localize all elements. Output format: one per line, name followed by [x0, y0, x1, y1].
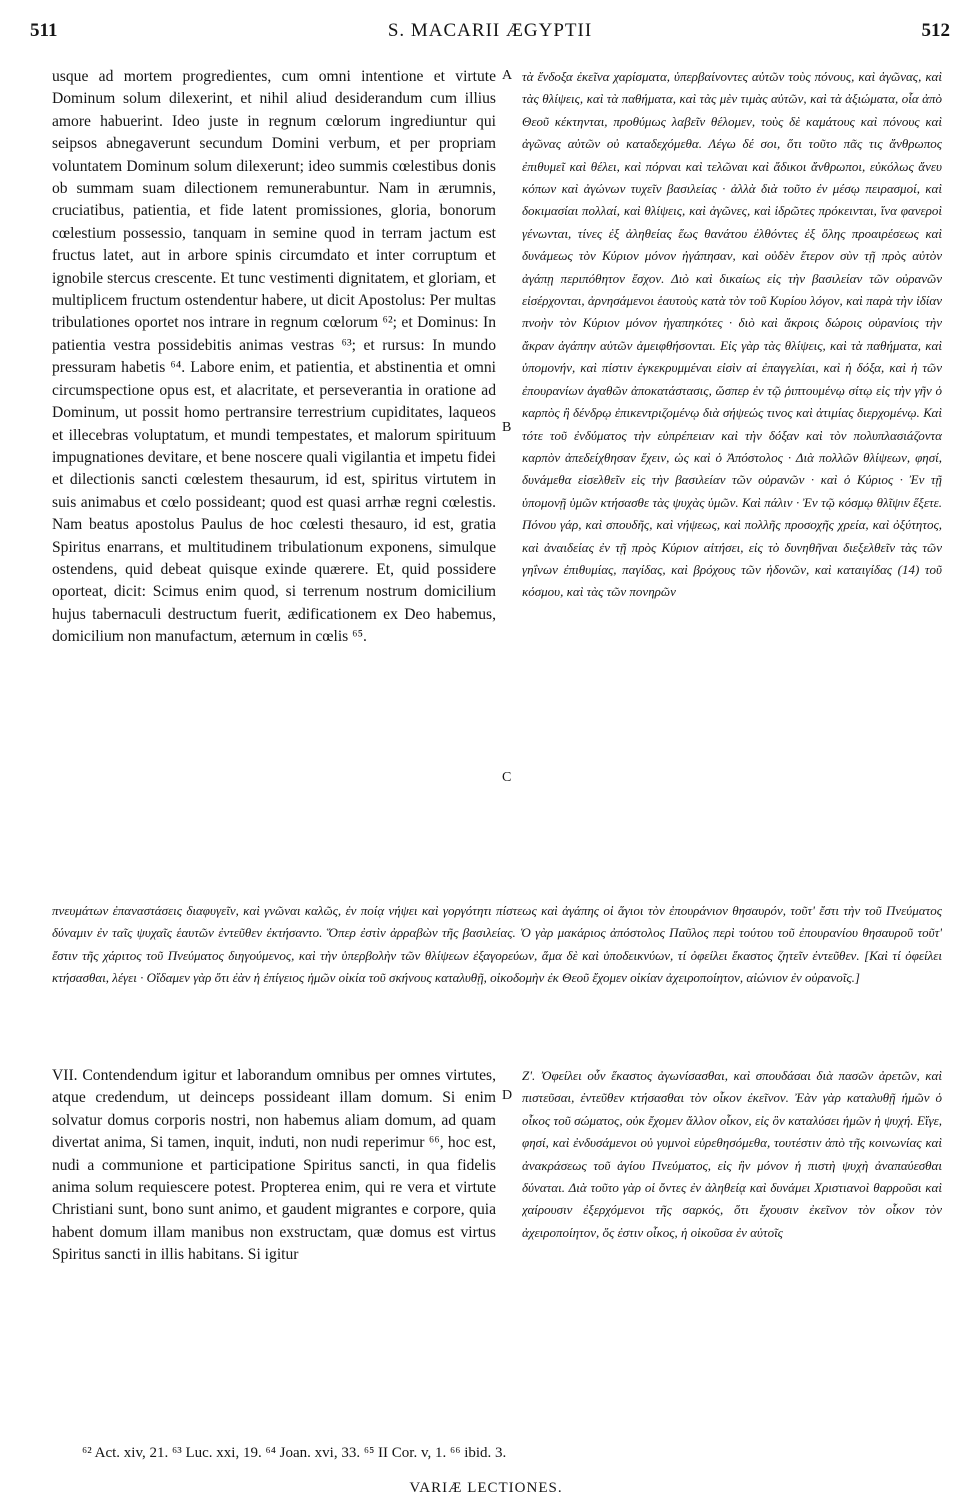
latin-column-bottom: VII. Contendendum igitur et laborandum omnibus per omnes virtutes, atque credendum, ut deinceps possideant illam domum. Si enim solvatur domus corporis nostri, non habemus aliam domum, ad quam divertat anima, Si tamen, inquit, induti, non nudi reperimur ⁶⁶, hoc est, nudi a communione et participatione Spiritus sancti, in qua fidelis anima solum requiescere potest. Propterea enim, qui re vera et virtute Christiani sunt, bono sunt animo, et gaudent migrantes e corpore, quia habent domum illam manibus non exstructam, quæ domus est virtus Spiritus sancti in illis habitans. Si igitur	[52, 1067, 496, 1264]
page-number-right: 512	[921, 20, 950, 41]
greek-column-bottom: Ζ'. Ὀφείλει οὖν ἕκαστος ἀγωνίσασθαι, καὶ σπουδάσαι διὰ πασῶν ἀρετῶν, καὶ πιστεῦσαι, ἐντεῦθεν κτήσασθαι τὸν οἶκον ἐκεῖνον. Ἐὰν γὰρ καταλυθῇ ἡμῶν ὁ οἶκος τοῦ σώματος, οὐκ ἔχομεν ἄλλον οἶκον, εἰς ὃν καταλύσει ἡμῶν ἡ ψυχή. Εἴγε, φησί, καὶ ἐνδυσάμενοι οὐ γυμνοὶ εὑρεθησόμεθα, τουτέστιν ἀπὸ τῆς κοινωνίας καὶ ἀνακράσεως τοῦ ἁγίου Πνεύματος, εἰς ἣν μόνον ἡ πιστὴ ψυχὴ ἀναπαύεσθαι δύναται. Διὰ τοῦτο γὰρ οἱ ὄντες ἐν ἀληθείᾳ καὶ δυνάμει Χριστιανοὶ θαρροῦσι καὶ χαίρουσιν ἐξερχόμενοι τῆς σαρκός, ὅτι ἔχουσιν ἐκεῖνον τὸν οἶκον τὸν ἀχειροποίητον, ὅς ἐστιν οἶκος, ἡ οἰκοῦσα ἐν αὐτοῖς	[522, 1068, 942, 1240]
variae-lectiones-heading: VARIÆ LECTIONES.	[409, 1480, 563, 1496]
page-number-left: 511	[30, 20, 58, 41]
latin-column-top: usque ad mortem progredientes, cum omni intentione et virtute Dominum solum dilexerint, et nihil aliud desiderandum cum illius amore habuerint. Ideo juste in regnum cœlorum ingrediuntur qui seipsos abnegaverunt secundum Domini verbum, et per propriam voluntatem Dominum solum dilexerunt; ideo summis cœlestibus donis ob summam suam dilectionem remunerabuntur. Nam in ærumnis, cruciatibus, patientia, et fide latent promissiones, gloria, bonorum cœlestium possessio, tanquam in semine quod in terram jactum est fructus latet, aut in arbore spinis circumdato et inter corruptum et ignobile stercus crescente. Et tunc vestimenti dignitatem, et gloriam, et multiplicem fructum ostendentur habere, ut dicit Apostolus: Per multas tribulationes oportet nos intrare in regnum cœlorum ⁶²; et Dominus: In patientia vestra possidebitis animas vestras ⁶³; et rursus: In mundo pressuram habetis ⁶⁴. Labore enim, et patientia, et abstinentia et omni circumspectione opus est, et alacritate, et perseverantia in oratione ad Dominum, ut possit homo pertransire terrestrium cupiditates, laqueos et illecebras voluptatum, et mundi tempestates, et malorum spirituum impugnationes devitare, et bene noscere quali vigilantia et impetu fidei et dilectionis sancti cœlestem thesaurum, id est, spiritus virtutem in suis animabus et cœlo possideant; quod est quasi arrhæ regni cœlestis. Nam beatus apostolus Paulus de hoc cœlesti thesauro, id est, gratia Spiritus enarrans, et multitudinem tribulationum exponens, simulque ostendens, quid debeat quisque exinde quærere. Et, quid possidere oporteat, dicit: Scimus enim quod, si terrenum nostrum domicilium hujus tabernaculi destructum fuerit, ædificationem ex Deo habemus, domicilium non manufactum, æternum in cœlis ⁶⁵.	[52, 68, 496, 646]
running-header	[30, 20, 950, 54]
greek-column-top: τὰ ἔνδοξα ἐκεῖνα χαρίσματα, ὑπερβαίνοντες αὐτῶν τοὺς πόνους, καὶ ἀγῶνας, καὶ τὰς θλίψεις, καὶ τὰ παθήματα, καὶ τὰς μὲν τιμὰς αὐτῶν, καὶ τὰ ἀξιώματα, οἷα ἀπὸ Θεοῦ κέκτηνται, προθύμως λαβεῖν θέλομεν, τοὺς δὲ καμάτους καὶ πόνους καὶ ἀγῶνας αὐτῶν οὐ καταδεχόμεθα. Λέγω δέ σοι, ὅτι τοῦτο πᾶς τις ἄνθρωπος ἐπιθυμεῖ καὶ θέλει, καὶ πόρναι καὶ τελῶναι καὶ ἄδικοι ἄνθρωποι, εὐκόλως ἄνευ κόπων καὶ ἀγώνων τυχεῖν βασιλείας · ἀλλὰ διὰ τοῦτο ἐν μέσῳ πειρασμοί, καὶ δοκιμασίαι πολλαί, καὶ θλίψεις, καὶ ἀγῶνες, καὶ ἱδρῶτες πρόκεινται, ἵνα φανεροὶ γένωνται, τίνες ἐξ ἀληθείας ἕως θανάτου ἐλθόντες ἐξ ὅλης προαιρέσεως καὶ δυνάμεως τὸν Κύριον μόνον ἠγάπησαν, καὶ οὐδὲν ἕτερον σὺν τῇ πρὸς αὐτὸν ἀγάπῃ περιπόθητον ἔσχον. Διὸ καὶ δικαίως εἰς τὴν βασιλείαν τῶν οὐρανῶν εἰσέρχονται, ἀρνησάμενοι ἑαυτοὺς κατὰ τὸν τοῦ Κυρίου λόγον, καὶ παρὰ τὴν ἰδίαν πνοὴν τὸν Κύριον μόνον ἠγαπηκότες · διὸ καὶ ἄκροις δώροις οὐρανίοις τὴν ἄκραν ἀγάπην αὐτῶν ἀμειφθήσονται. Εἰς γὰρ τὰς θλίψεις, καὶ τὰ παθήματα, καὶ ὑπομονήν, καὶ πίστιν ἐγκεκρυμμέναι εἰσὶν αἱ ἐπαγγελίαι, καὶ ἡ δόξα, καὶ ἡ τῶν ἐπουρανίων ἀγαθῶν ἀποκατάστασις, ὥσπερ ἐν τῷ ῥιπτουμένῳ σίτῳ εἰς τὴν γῆν ὁ καρπὸς ἢ δένδρῳ ἐπικεντριζομένῳ διὰ σήψεώς τινος καὶ ἀτιμίας διερχομένῳ. Καὶ τότε τοῦ ἐνδύματος τὴν εὐπρέπειαν καὶ τὴν δόξαν καὶ τὸν πολυπλασιάζοντα καρπὸν ἀπεδείχθησαν ἔχειν, ὡς καὶ ὁ Ἀπόστολος · Διὰ πολλῶν θλίψεων, φησί, δυνάμεθα εἰσελθεῖν εἰς τὴν βασιλείαν τῶν οὐρανῶν · καὶ ὁ Κύριος · Ἐν τῇ ὑπομονῇ ὑμῶν κτήσασθε τὰς ψυχὰς ὑμῶν. Καὶ πάλιν · Ἐν τῷ κόσμῳ θλῖψιν ἕξετε. Πόνου γάρ, καὶ σπουδῆς, καὶ νήψεως, καὶ πολλῆς προσοχῆς χρεία, καὶ ὀξύτητος, καὶ ἀναιδείας ἐν τῇ πρὸς Κύριον αἰτήσει, εἰς τὸ δυνηθῆναι διεξελθεῖν τὰς τῶν γηΐνων ἐπιθυμίας, παγίδας, καὶ βρόχους τῶν ἡδονῶν, καὶ καταιγίδας (14) τοῦ κόσμου, καὶ τὰς τῶν πονηρῶν	[522, 69, 942, 600]
margin-marker-d: D	[502, 1088, 513, 1103]
margin-marker-c: C	[502, 770, 512, 785]
greek-full-width: πνευμάτων ἐπαναστάσεις διαφυγεῖν, καὶ γνῶναι καλῶς, ἐν ποίᾳ νήψει καὶ γοργότητι πίστεως καὶ ἀγάπης οἱ ἅγιοι τὸν ἐπουράνιον θησαυρόν, τοῦτ' ἔστι τὴν τοῦ Πνεύματος δύναμιν ἐν ταῖς ψυχαῖς ἑαυτῶν ἐντεῦθεν ἐκτήσαντο. Ὅπερ ἐστὶν ἀρραβὼν τῆς βασιλείας. Ὁ γὰρ μακάριος ἀπόστολος Παῦλος περὶ τούτου τοῦ ἐπουρανίου θησαυροῦ τοῦτ' ἔστιν τῆς χάριτος τοῦ Πνεύματος διηγούμενος, καὶ τὴν ὑπερβολὴν τῶν θλίψεων ἐξαγορεύων, ἅμα δὲ καὶ ὑποδεικνύων, τί ὀφείλει ἕκαστος ζητεῖν ἐντεῦθεν. [Καὶ τί ὀφείλει κτήσασθαι, λέγει · Οἴδαμεν γὰρ ὅτι ἐὰν ἡ ἐπίγειος ἡμῶν οἰκία τοῦ σκήνους καταλυθῇ, οἰκοδομὴν ἐκ Θεοῦ ἔχομεν οἰκίαν ἀχειροποίητον, αἰώνιον ἐν οὐρανοῖς.]	[52, 903, 942, 986]
margin-marker-a: A	[502, 68, 513, 83]
running-title: S. MACARII ÆGYPTII	[387, 20, 593, 41]
footnotes: ⁶² Act. xiv, 21. ⁶³ Luc. xxi, 19. ⁶⁴ Joan. xvi, 33. ⁶⁵ II Cor. v, 1. ⁶⁶ ibid. 3.	[82, 1445, 507, 1461]
margin-marker-b: B	[502, 420, 512, 435]
